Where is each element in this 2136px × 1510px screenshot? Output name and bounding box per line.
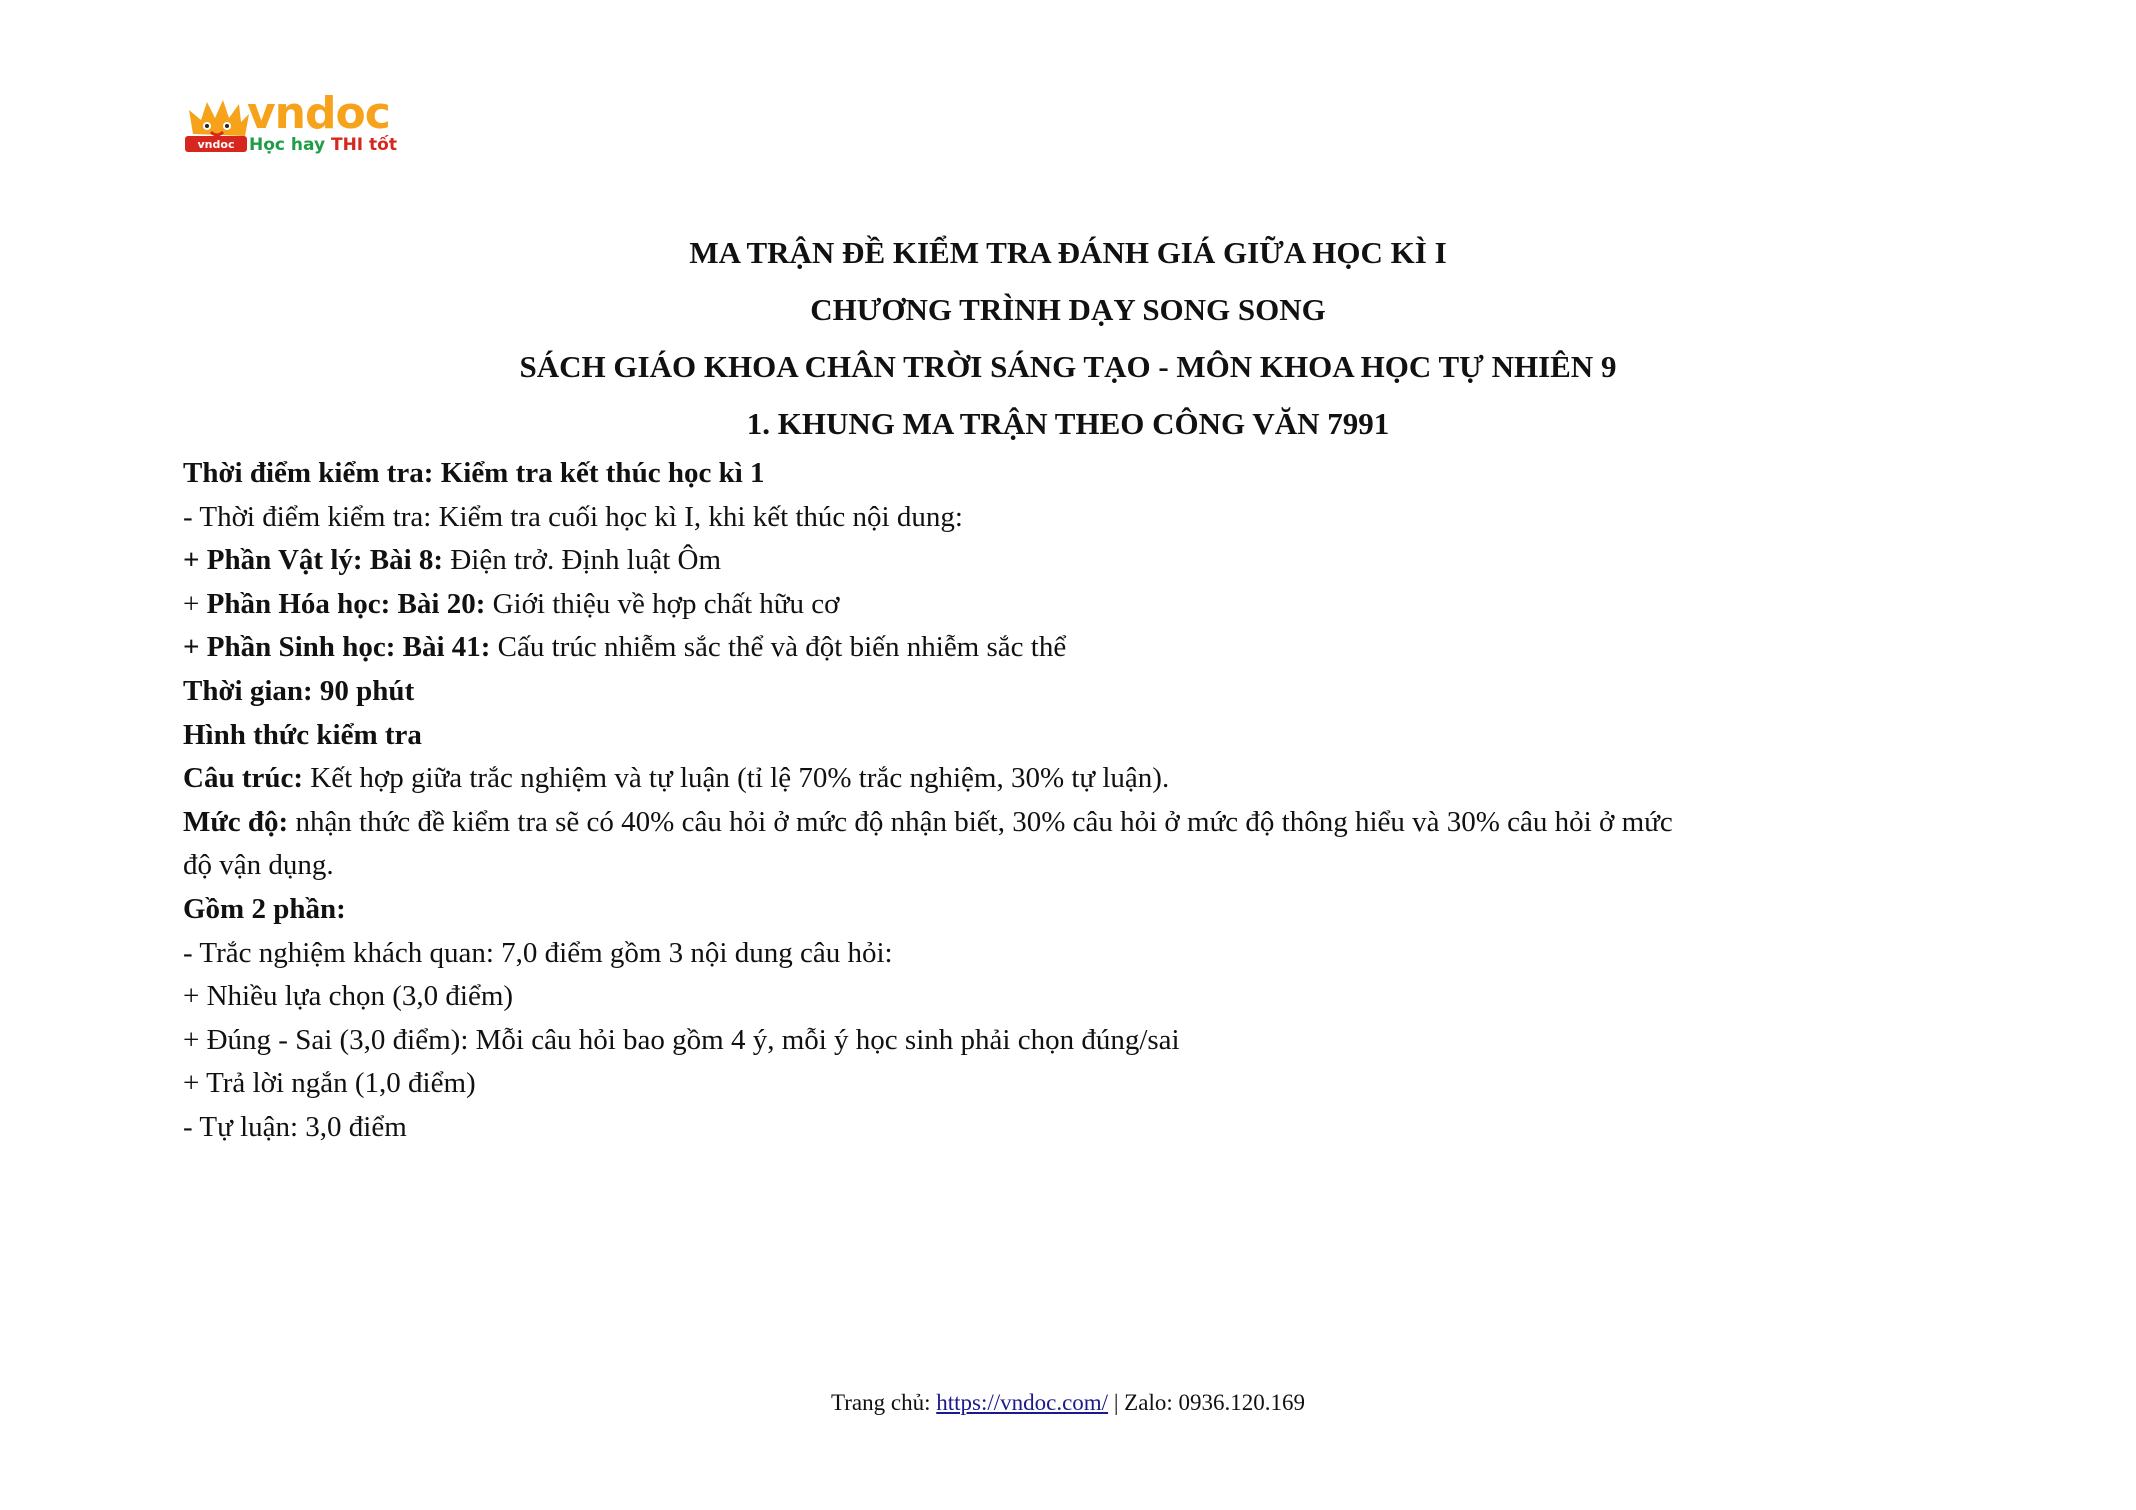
physics-label: + Phần Vật lý: Bài 8:	[183, 544, 444, 577]
structure-item	[183, 757, 1943, 801]
logo-badge-text: vndoc	[197, 138, 235, 151]
objective-part: - Trắc nghiệm khách quan: 7,0 điểm gồm 3 nội dung câu hỏi:	[183, 936, 893, 969]
logo-wordmark: vndoc	[247, 88, 390, 139]
page-footer	[0, 1388, 2136, 1418]
chemistry-label: Phần Hóa học: Bài 20:	[206, 587, 486, 620]
chemistry-text: Giới thiệu về hợp chất hữu cơ	[485, 587, 840, 620]
level-item	[183, 801, 1943, 845]
footer-prefix: Trang chủ:	[831, 1390, 937, 1415]
duration-heading: Thời gian: 90 phút	[183, 674, 415, 707]
footer-contact: | Zalo: 0936.120.169	[1108, 1390, 1305, 1415]
title-program: CHƯƠNG TRÌNH DẠY SONG SONG	[810, 292, 1326, 327]
document-body	[183, 452, 1943, 1150]
level-item-continued: độ vận dụng.	[183, 849, 334, 882]
true-false-item: + Đúng - Sai (3,0 điểm): Mỗi câu hỏi bao gồm 4 ý, mỗi ý học sinh phải chọn đúng/sai	[183, 1023, 1180, 1056]
vndoc-logo[interactable]	[183, 88, 403, 166]
exam-time-heading: Thời điểm kiểm tra: Kiểm tra kết thúc học kì 1	[183, 457, 765, 489]
format-heading: Hình thức kiểm tra	[183, 718, 422, 751]
parts-heading: Gồm 2 phần:	[183, 892, 346, 925]
physics-item	[183, 539, 1943, 583]
chemistry-item	[183, 583, 1943, 627]
document-titles	[0, 224, 2136, 452]
biology-item	[183, 626, 1943, 670]
chemistry-prefix: +	[183, 587, 207, 620]
logo-tagline-b: THI tốt	[330, 135, 397, 155]
title-section: 1. KHUNG MA TRẬN THEO CÔNG VĂN 7991	[746, 406, 1390, 441]
level-label: Mức độ:	[183, 805, 289, 838]
physics-text: Điện trở. Định luật Ôm	[443, 544, 722, 577]
vndoc-mascot-icon	[183, 92, 253, 158]
homepage-link[interactable]: https://vndoc.com/	[936, 1390, 1109, 1415]
logo-tagline-a: Học hay	[249, 135, 326, 155]
structure-text: Kết hợp giữa trắc nghiệm và tự luận (tỉ lệ 70% trắc nghiệm, 30% tự luận).	[303, 762, 1170, 795]
structure-label: Câu trúc:	[183, 762, 304, 795]
short-answer-item: + Trả lời ngắn (1,0 điểm)	[183, 1067, 476, 1100]
biology-text: Cấu trúc nhiễm sắc thể và đột biến nhiễm sắc thể	[490, 631, 1067, 664]
title-textbook: SÁCH GIÁO KHOA CHÂN TRỜI SÁNG TẠO - MÔN KHOA HỌC TỰ NHIÊN 9	[519, 349, 1617, 384]
exam-time-detail: - Thời điểm kiểm tra: Kiểm tra cuối học kì I, khi kết thúc nội dung:	[183, 500, 963, 533]
essay-part: - Tự luận: 3,0 điểm	[183, 1110, 407, 1143]
multiple-choice-item: + Nhiều lựa chọn (3,0 điểm)	[183, 980, 514, 1013]
biology-label: + Phần Sinh học: Bài 41:	[183, 631, 491, 664]
title-main: MA TRẬN ĐỀ KIỂM TRA ĐÁNH GIÁ GIỮA HỌC KÌ I	[689, 235, 1447, 270]
level-text: nhận thức đề kiểm tra sẽ có 40% câu hỏi ở mức độ nhận biết, 30% câu hỏi ở mức độ thông hiểu và 30% câu hỏi ở mức	[288, 805, 1673, 838]
logo-tagline	[249, 134, 397, 156]
